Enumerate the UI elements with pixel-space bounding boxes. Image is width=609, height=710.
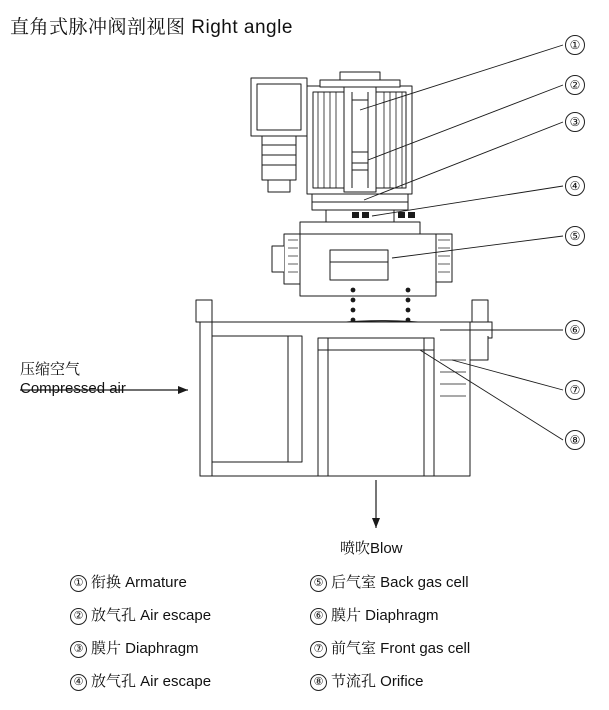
legend <box>70 565 590 697</box>
legend-text-4: 放气孔 Air escape <box>91 673 212 690</box>
legend-item-6 <box>310 604 590 625</box>
legend-mark-2: ② <box>70 608 87 625</box>
legend-mark-1: ① <box>70 575 87 592</box>
page-title: 直角式脉冲阀剖视图 Right angle <box>10 17 293 38</box>
legend-mark-6: ⑥ <box>310 608 327 625</box>
legend-mark-5: ⑤ <box>310 575 327 592</box>
legend-item-5 <box>310 571 590 592</box>
blow-arrow <box>372 480 380 528</box>
callout-8: ⑧ <box>565 430 585 450</box>
valve-main-body <box>196 300 492 476</box>
legend-text-5: 后气室 Back gas cell <box>331 574 469 591</box>
callout-4: ④ <box>565 176 585 196</box>
blow-label: 喷吹Blow <box>340 540 403 557</box>
legend-text-3: 膜片 Diaphragm <box>91 640 199 657</box>
callout-6: ⑥ <box>565 320 585 340</box>
legend-text-2: 放气孔 Air escape <box>91 607 212 624</box>
legend-mark-8: ⑧ <box>310 674 327 691</box>
compressed-air-label-en: Compressed air <box>20 380 126 397</box>
legend-text-7: 前气室 Front gas cell <box>331 640 471 657</box>
callout-3: ③ <box>565 112 585 132</box>
legend-item-7 <box>310 637 590 658</box>
legend-item-4 <box>70 670 310 691</box>
callout-2: ② <box>565 75 585 95</box>
callout-1: ① <box>565 35 585 55</box>
legend-mark-3: ③ <box>70 641 87 658</box>
legend-item-2 <box>70 604 310 625</box>
valve-middle-body <box>272 234 452 322</box>
legend-item-3 <box>70 637 310 658</box>
compressed-air-label-cn: 压缩空气 <box>20 361 81 378</box>
legend-text-1: 衔换 Armature <box>91 574 187 591</box>
callout-7: ⑦ <box>565 380 585 400</box>
solenoid-coil <box>307 72 412 194</box>
legend-mark-4: ④ <box>70 674 87 691</box>
legend-text-6: 膜片 Diaphragm <box>331 607 439 624</box>
legend-text-8: 节流孔 Orifice <box>331 673 424 690</box>
legend-item-1 <box>70 571 310 592</box>
legend-item-8 <box>310 670 590 691</box>
callout-5: ⑤ <box>565 226 585 246</box>
solenoid-connector-block <box>251 78 307 192</box>
legend-mark-7: ⑦ <box>310 641 327 658</box>
